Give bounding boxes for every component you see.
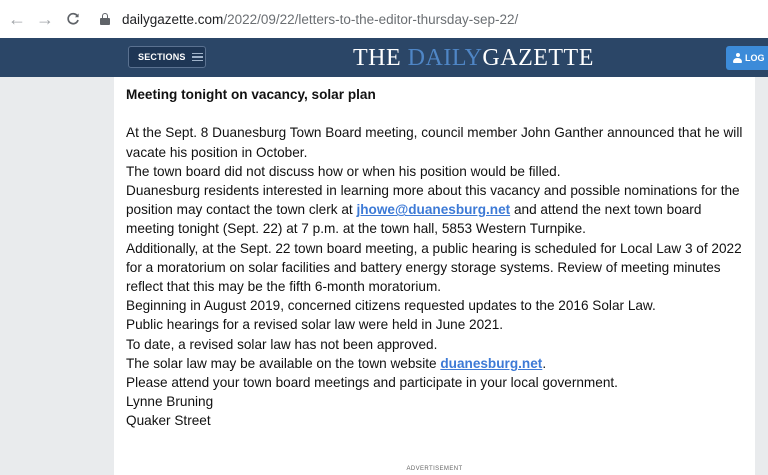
masthead-daily: DAILY: [407, 45, 483, 71]
paragraph-text: .: [542, 355, 547, 371]
paragraph-text: The solar law may be available on the town website: [126, 355, 441, 371]
sections-label: SECTIONS: [138, 52, 186, 62]
site-header: [0, 38, 768, 77]
article-card: [114, 77, 755, 475]
signature-name: Lynne Bruning: [126, 394, 214, 410]
paragraph: [126, 181, 746, 239]
paragraph: To date, a revised solar law has not been approved.: [126, 336, 438, 352]
reload-icon[interactable]: [62, 8, 84, 30]
masthead-gazette: GAZETTE: [482, 45, 594, 71]
signature-place: Quaker Street: [126, 413, 211, 429]
site-logo[interactable]: [353, 45, 594, 72]
letter-headline: Meeting tonight on vacancy, solar plan: [126, 87, 376, 102]
address-bar[interactable]: [100, 12, 518, 27]
paragraph: Beginning in August 2019, concerned citizens requested updates to the 2016 Solar Law.: [126, 298, 656, 314]
clerk-email-link[interactable]: jhowe@duanesburg.net: [356, 202, 511, 218]
paragraph: At the Sept. 8 Duanesburg Town Board meeting, council member John Ganther announced that he will vacate his position in October.: [126, 125, 743, 160]
paragraph: Public hearings for a revised solar law were held in June 2021.: [126, 317, 504, 333]
url-path: /2022/09/22/letters-to-the-editor-thursday-sep-22/: [223, 11, 519, 27]
town-website-link[interactable]: duanesburg.net: [440, 355, 543, 371]
paragraph-text: Duanesburg residents interested in learning more about this vacancy and possible nominations for the position may contact the town clerk at: [126, 183, 740, 218]
url-host: dailygazette.com: [122, 11, 224, 27]
paragraph: The town board did not discuss how or when his position would be filled.: [126, 163, 561, 179]
hamburger-icon: [192, 53, 203, 61]
paragraph: Additionally, at the Sept. 22 town board meeting, a public hearing is scheduled for Local Law 3 of 2022 for a moratorium on solar facilities and battery energy storage systems. Review of meeting minutes reflect that this may be the fifth 6-month moratorium.: [126, 240, 742, 295]
advertisement-label: ADVERTISEMENT: [406, 466, 463, 472]
login-label: LOG: [745, 53, 765, 63]
paragraph: Please attend your town board meetings and participate in your local government.: [126, 375, 618, 391]
forward-arrow-icon[interactable]: →: [36, 8, 54, 29]
article-body: [126, 85, 746, 431]
login-button[interactable]: [726, 46, 768, 70]
browser-toolbar: [0, 0, 768, 39]
user-icon: [733, 53, 742, 63]
paragraph-text: and attend the next town board meeting tonight (Sept. 22) at 7 p.m. at the town hall, 5853 Western Turnpike.: [126, 202, 702, 237]
masthead-the: THE: [353, 45, 408, 71]
lock-icon: [100, 13, 110, 25]
back-arrow-icon[interactable]: ←: [8, 8, 26, 29]
paragraph: [126, 354, 746, 373]
sections-menu-button[interactable]: [128, 46, 206, 68]
